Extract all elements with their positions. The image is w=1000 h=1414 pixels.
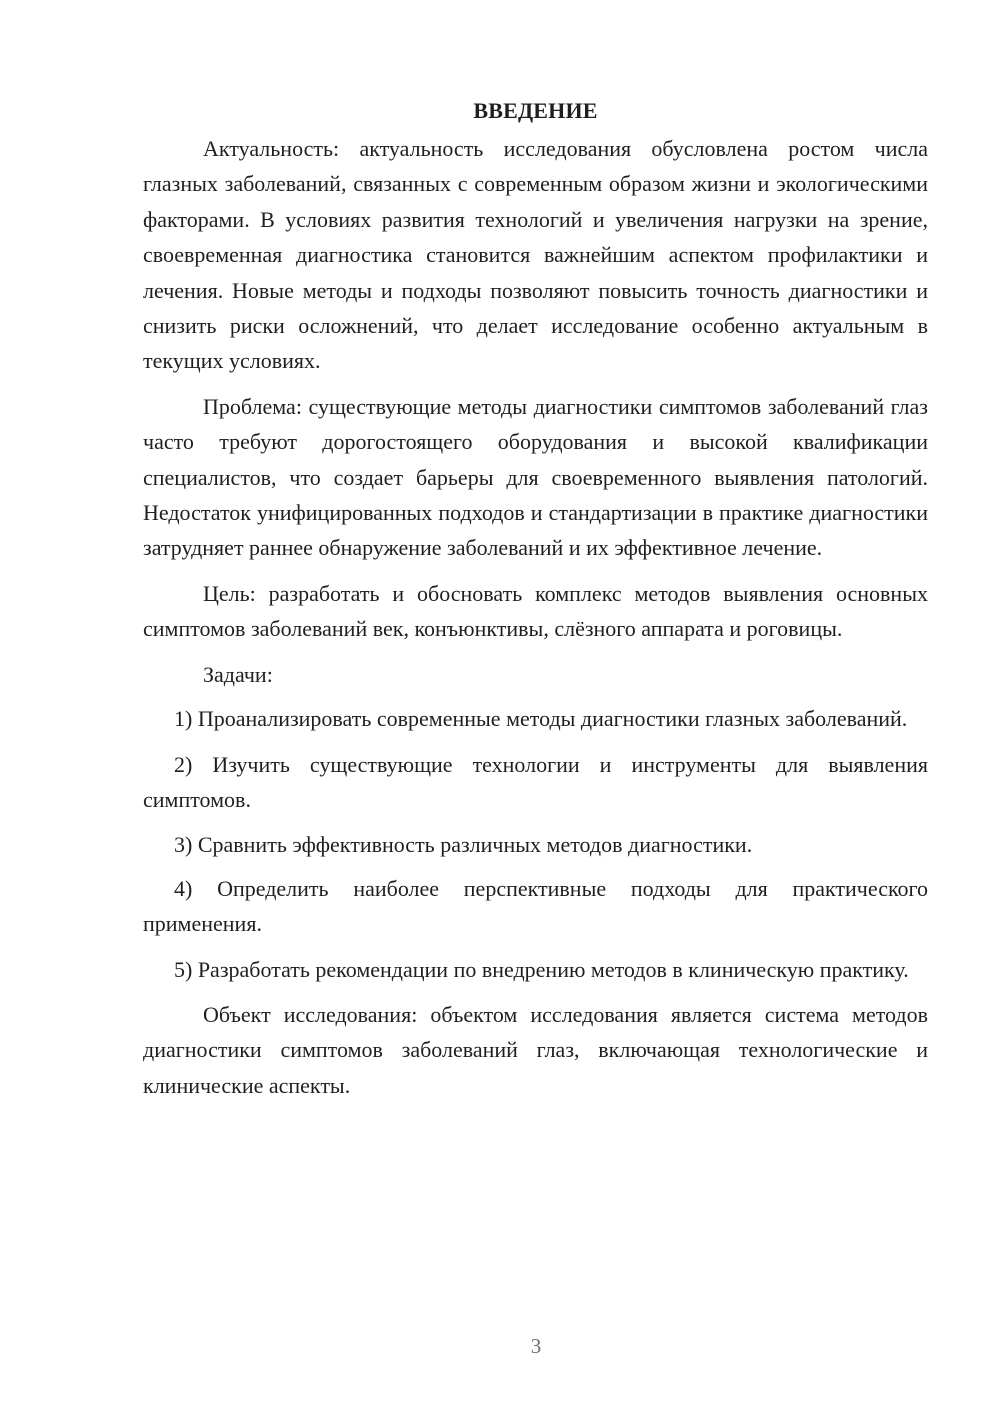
document-page: [143, 96, 928, 1113]
paragraph-object: Объект исследования: объектом исследования является система методов диагностики симптомов заболеваний глаз, включающая технологические и клинические аспекты.: [143, 1001, 928, 1098]
task-item-2: 2) Изучить существующие технологии и инструменты для выявления симптомов.: [143, 751, 928, 812]
tasks-heading: Задачи:: [203, 661, 273, 687]
task-item-4: 4) Определить наиболее перспективные подходы для практического применения.: [143, 875, 928, 937]
paragraph-problem: Проблема: существующие методы диагностики симптомов заболеваний глаз часто требуют дорогостоящего оборудования и высокой квалификации специалистов, что создает барьеры для своевременного выявления патологий. Недостаток унифицированных подходов и стандартизации в практике диагностики затрудняет раннее обнаружение заболеваний и их эффективное лечение.: [143, 393, 928, 561]
paragraph-relevance: Актуальность: актуальность исследования обусловлена ростом числа глазных заболеваний, связанных с современным образом жизни и экологическими факторами. В условиях развития технологий и увеличения нагрузки на зрение, своевременная диагностика становится важнейшим аспектом профилактики и лечения. Новые методы и подходы позволяют повысить точность диагностики и снизить риски осложнений, что делает исследование особенно актуальным в текущих условиях.: [143, 136, 928, 374]
paragraph-goal: Цель: разработать и обосновать комплекс методов выявления основных симптомов заболеваний век, конъюнктивы, слёзного аппарата и роговицы.: [143, 580, 928, 642]
section-heading: ВВЕДЕНИЕ: [473, 98, 598, 123]
task-item-1: 1) Проанализировать современные методы диагностики глазных заболеваний.: [174, 706, 908, 732]
page-number: 3: [530, 1334, 542, 1358]
task-item-5: 5) Разработать рекомендации по внедрению методов в клиническую практику.: [174, 956, 909, 982]
task-item-3: 3) Сравнить эффективность различных методов диагностики.: [174, 832, 753, 858]
